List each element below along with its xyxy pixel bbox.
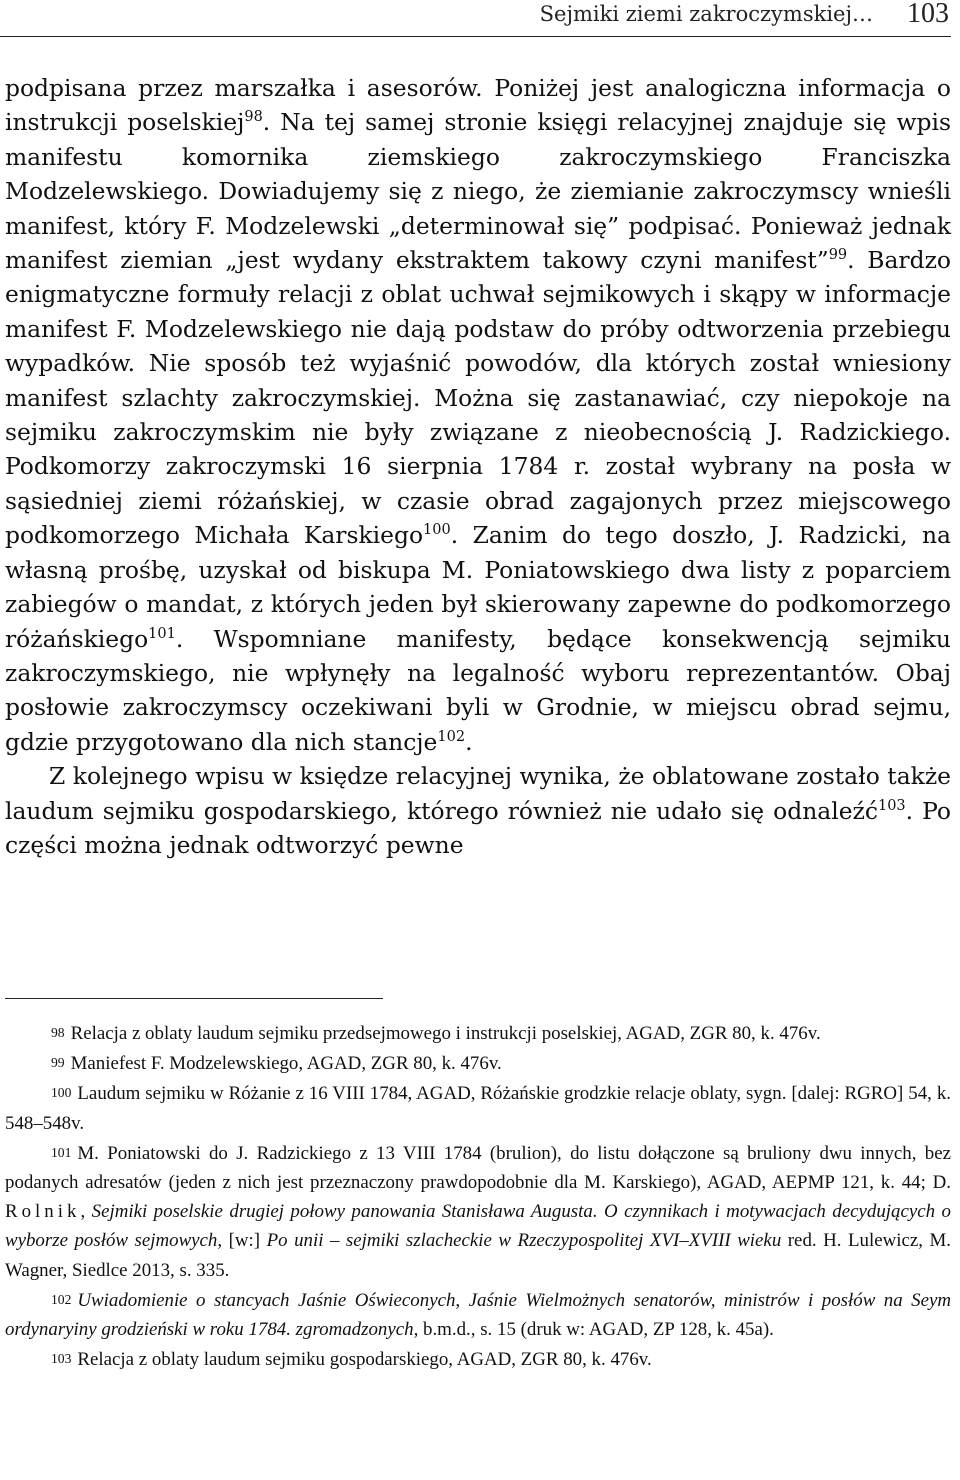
text-run: . Na tej samej stronie księgi relacyjnej znajduje się wpis manifestu komornika ziemskiego zakroczymskiego Franciszka Modzelewskiego. Dowiadujemy się z niego, że ziemianie zakroczymscy wnieśli manifest, który F. Modzelewski „determinował się” podpisać. Ponieważ jednak manifest ziemian „jest wydany ekstraktem takowy czyni manifest” — [5, 108, 951, 275]
text-run: . Zanim do tego doszło, J. Radzicki, na własną prośbę, uzyskał od biskupa M. Poniatowskiego dwa listy z poparciem zabiegów o mandat, z których jeden był skierowany zapewne do podkomorzego różańskiego — [5, 521, 951, 653]
text-run: podpisana przez marszałka i asesorów. Poniżej jest analogiczna informacja o instrukcji poselskiej — [5, 74, 951, 137]
footnote-text: Maniefest F. Modzelewskiego, AGAD, ZGR 80, k. 476v. — [70, 1053, 502, 1075]
footnote — [5, 1018, 951, 1048]
author-name: Rolnik — [5, 1201, 81, 1223]
text-run: Z kolejnego wpisu w księdze relacyjnej wynika, że oblatowane zostało także laudum sejmiku gospodarskiego, którego również nie udało się odnaleźć — [5, 762, 951, 825]
footnote-text: red. H. Lulewicz, M. Wagner, Siedlce 2013, s. 335. — [5, 1230, 951, 1281]
footnote-text: Relacja z oblaty laudum sejmiku gospodarskiego, AGAD, ZGR 80, k. 476v. — [77, 1349, 652, 1371]
text-run: . — [465, 727, 473, 756]
footnote-text: , b.m.d., s. 15 (druk w: AGAD, ZP 128, k. 45a). — [413, 1319, 774, 1341]
page-number: 103 — [907, 0, 949, 29]
footnote-ref: 101 — [148, 625, 176, 642]
main-text — [5, 71, 951, 862]
footnote-text: Relacja z oblaty laudum sejmiku przedsejmowego i instrukcji poselskiej, AGAD, ZGR 80, k. 476v. — [70, 1023, 821, 1044]
footnote — [5, 1138, 951, 1285]
footnote-number: 98 — [51, 1025, 65, 1040]
footnote-number: 99 — [51, 1055, 65, 1071]
footnote-number: 101 — [51, 1144, 72, 1160]
paragraph — [5, 71, 951, 759]
footnote-number: 103 — [51, 1351, 72, 1367]
work-title: Uwiadomienie o stancyach Jaśnie Oświeconych, Jaśnie Wielmożnych senatorów, ministrów i posłów na Seym ordynaryiny grodzieński w roku 1784. zgromadzonych — [5, 1289, 951, 1341]
work-title: Sejmiki poselskie drugiej połowy panowania Stanisława Augusta. O czynnikach i motywacjach decydujących o wyborze posłów sejmowych — [5, 1201, 951, 1252]
footnote-ref: 98 — [244, 109, 263, 126]
footnote-ref: 102 — [437, 728, 466, 745]
footnotes — [5, 1018, 951, 1374]
text-run: . Bardzo enigmatyczne formuły relacji z oblat uchwał sejmikowych i skąpy w informacje manifest F. Modzelewskiego nie dają podstaw do próby odtworzenia przebiegu wypadków. Nie sposób też wyjaśnić powodów, dla których został wniesiony manifest szlachty zakroczymskiej. Można się zastanawiać, czy niepokoje na sejmiku zakroczymskim nie były związane z nieobecnością J. Radzickiego. Podkomorzy zakroczymski 16 sierpnia 1784 r. został wybrany na posła w sąsiedniej ziemi różańskiej, w czasie obrad zagajonych przez miejscowego podkomorzego Michała Karskiego — [5, 246, 951, 550]
work-title: Po unii – sejmiki szlacheckie w Rzeczypospolitej XVI–XVIII wieku — [266, 1230, 782, 1252]
text-run: . Wspomniane manifesty, będące konsekwencją sejmiku zakroczymskiego, nie wpłynęły na legalność wyboru reprezentantów. Obaj posłowie zakroczymscy oczekiwani byli w Grodnie, w miejscu obrad sejmu, gdzie przygotowano dla nich stancje — [5, 624, 951, 756]
footnote-number: 102 — [51, 1291, 72, 1307]
footnote-ref: 103 — [877, 797, 906, 814]
footnote-text: , [w:] — [217, 1230, 267, 1252]
footnote-text: , — [80, 1201, 92, 1223]
footnote — [5, 1344, 951, 1374]
footnote-ref: 99 — [828, 247, 848, 264]
footnote — [5, 1285, 951, 1344]
footnote-ref: 100 — [423, 522, 451, 539]
text-run: . Po części można jednak odtworzyć pewne — [5, 796, 951, 859]
footnote-text: M. Poniatowski do J. Radzickiego z 13 VIII 1784 (brulion), do listu dołączone są bruliony dwu innych, bez podanych adresatów (jeden z nich jest przeznaczony prawdopodobnie dla M. Karskiego), AGAD, AEPMP 121, k. 44; D. — [5, 1142, 951, 1194]
page-header — [0, 0, 951, 37]
footnote — [5, 1078, 951, 1137]
footnote — [5, 1048, 951, 1078]
paragraph — [5, 759, 951, 862]
running-title: Sejmiki ziemi zakroczymskiej… — [539, 2, 873, 26]
footnote-number: 100 — [51, 1085, 72, 1101]
footnote-text: Laudum sejmiku w Różanie z 16 VIII 1784, AGAD, Różańskie grodzkie relacje oblaty, sygn. [dalej: RGRO] 54, k. 548–548v. — [5, 1083, 951, 1134]
footnote-divider — [5, 998, 383, 999]
